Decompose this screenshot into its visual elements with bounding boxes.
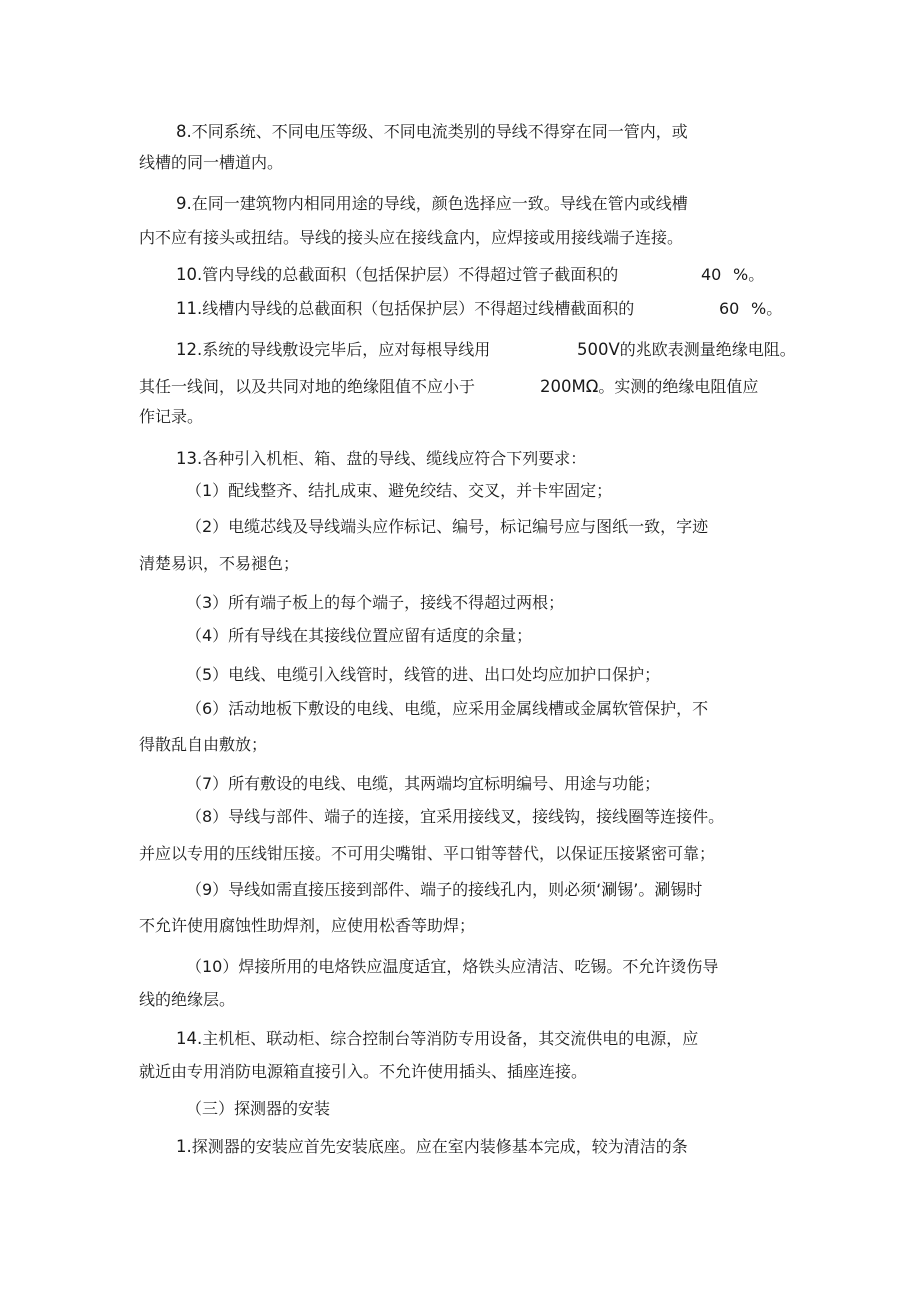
paragraph-13	[176, 449, 586, 469]
item-number: 8.	[176, 122, 192, 141]
item-number: 13.	[176, 449, 203, 468]
paragraph-14-line-2: 就近由专用消防电源箱直接引入。不允许使用插头、插座连接。	[139, 1062, 588, 1081]
paragraph-8-line-2: 线槽的同一槽道内。	[139, 153, 284, 172]
paragraph-text: 探测器的安装应首先安装底座。应在室内装修基本完成，较为清洁的条	[191, 1137, 688, 1156]
paragraph-12-line-2-tail	[540, 377, 758, 397]
list-item-8-line-2: 并应以专用的压线钳压接。不可用尖嘴钳、平口钳等替代，以保证压接紧密可靠；	[139, 844, 716, 863]
percent-unit: %。	[751, 299, 783, 318]
paragraph-8-line-1	[176, 122, 688, 142]
list-item-7: （7）所有敷设的电线、电缆，其两端均宜标明编号、用途与功能；	[186, 774, 661, 793]
item-number: 11.	[176, 299, 203, 318]
paragraph-text: 管内导线的总截面积（包括保护层）不得超过管子截面积的	[202, 265, 619, 284]
section-heading: （三）探测器的安装	[186, 1099, 331, 1118]
item-number: 14.	[176, 1029, 203, 1048]
paragraph-text: 各种引入机柜、箱、盘的导线、缆线应符合下列要求：	[202, 449, 587, 468]
paragraph-text: 线槽内导线的总截面积（包括保护层）不得超过线槽截面积的	[202, 299, 635, 318]
paragraph-10	[176, 265, 618, 285]
list-item-8-line-1: （8）导线与部件、端子的连接，宜采用接线叉，接线钩，接线圈等连接件。	[186, 807, 725, 826]
paragraph-text: 系统的导线敷设完毕后，应对每根导线用	[202, 340, 491, 359]
paragraph-text: 不同系统、不同电压等级、不同电流类别的导线不得穿在同一管内，或	[191, 122, 688, 141]
list-item-10-line-2: 线的绝缘层。	[139, 990, 236, 1009]
list-item-6-line-2: 得散乱自由敷放；	[139, 735, 268, 754]
section-paragraph-1	[176, 1137, 688, 1157]
paragraph-text: 。实测的绝缘电阻值应	[598, 377, 759, 396]
paragraph-9-line-2: 内不应有接头或扭结。导线的接头应在接线盒内，应焊接或用接线端子连接。	[139, 228, 684, 247]
list-item-2-line-2: 清楚易识，不易褪色；	[139, 554, 300, 573]
percent-value-40: 40	[701, 265, 722, 284]
list-item-2-line-1: （2）电缆芯线及导线端头应作标记、编号，标记编号应与图纸一致，字迹	[186, 517, 709, 536]
list-item-1: （1）配线整齐、结扎成束、避免绞结、交叉，并卡牢固定；	[186, 481, 613, 500]
paragraph-12-line-1-tail	[577, 340, 796, 360]
paragraph-11	[176, 299, 634, 319]
percent-unit: %。	[733, 265, 765, 284]
paragraph-14-line-1	[176, 1029, 698, 1049]
paragraph-12-line-1	[176, 340, 490, 360]
list-item-10-line-1: （10）焊接所用的电烙铁应温度适宜，烙铁头应清洁、吃锡。不允许烫伤导	[186, 957, 719, 976]
list-item-9-line-2: 不允许使用腐蚀性助焊剂，应使用松香等助焊；	[139, 916, 476, 935]
list-item-6-line-1: （6）活动地板下敷设的电线、电缆，应采用金属线槽或金属软管保护，不	[186, 699, 709, 718]
list-item-9-line-1: （9）导线如需直接压接到部件、端子的接线孔内，则必须‘涮锡’。涮锡时	[186, 880, 703, 899]
paragraph-text: 在同一建筑物内相同用途的导线，颜色选择应一致。导线在管内或线槽	[191, 194, 688, 213]
item-number: 1.	[176, 1137, 192, 1156]
percent-value-60: 60	[719, 299, 740, 318]
item-number: 10.	[176, 265, 203, 284]
resistance-value: 200MΩ	[540, 377, 599, 396]
list-item-5: （5）电线、电缆引入线管时，线管的进、出口处均应加护口保护；	[186, 665, 661, 684]
list-item-4: （4）所有导线在其接线位置应留有适度的余量；	[186, 626, 533, 645]
paragraph-text: 的兆欧表测量绝缘电阻。	[619, 340, 796, 359]
paragraph-9-line-1	[176, 194, 688, 214]
paragraph-12-line-3: 作记录。	[139, 407, 204, 426]
paragraph-text: 主机柜、联动柜、综合控制台等消防专用设备，其交流供电的电源，应	[202, 1029, 699, 1048]
voltage-value: 500V	[577, 340, 620, 359]
paragraph-12-line-2: 其任一线间，以及共同对地的绝缘阻值不应小于	[139, 377, 476, 396]
item-number: 12.	[176, 340, 203, 359]
list-item-3: （3）所有端子板上的每个端子，接线不得超过两根；	[186, 593, 565, 612]
item-number: 9.	[176, 194, 192, 213]
